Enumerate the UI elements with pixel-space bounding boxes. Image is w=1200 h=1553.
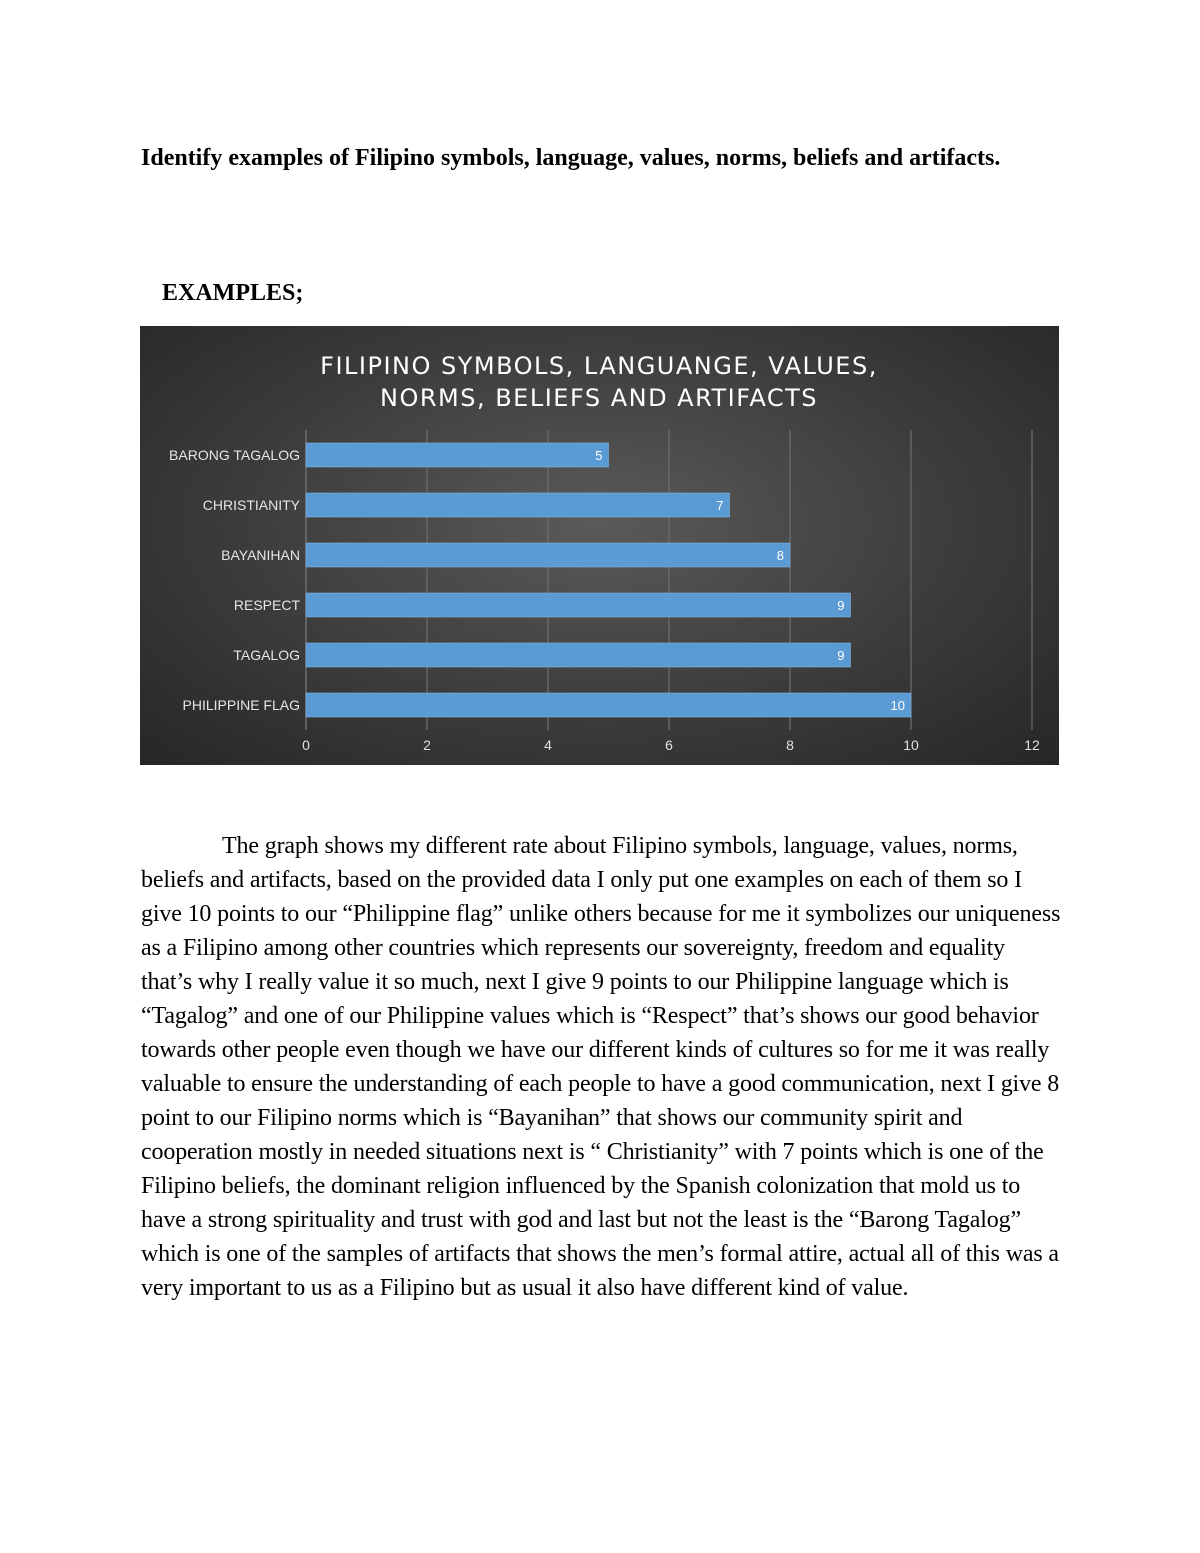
chart-x-tick-labels [302,737,1040,753]
data-label-philippine-flag: 10 [890,698,905,713]
category-label-christianity: CHRISTIANITY [202,497,300,513]
bar-tagalog [306,643,851,667]
x-tick-label-2: 2 [423,737,431,753]
bar-christianity [306,493,730,517]
x-tick-label-6: 6 [665,737,673,753]
x-tick-label-8: 8 [786,737,794,753]
chart-title [320,352,878,412]
category-label-philippine-flag: PHILIPPINE FLAG [182,697,300,713]
chart-title-line-1: FILIPINO SYMBOLS, LANGUANGE, VALUES, [320,352,878,380]
data-label-respect: 9 [837,598,845,613]
chart-gridlines [306,430,1032,730]
x-tick-label-10: 10 [903,737,919,753]
data-label-christianity: 7 [716,498,724,513]
bar-philippine-flag [306,693,911,717]
bar-barong-tagalog [306,443,609,467]
x-tick-label-0: 0 [302,737,310,753]
bar-chart [140,326,1059,765]
examples-label: EXAMPLES; [162,280,304,306]
body-paragraph: The graph shows my different rate about Filipino symbols, language, values, norms, beliefs and artifacts, based on the provided data I only put one examples on each of them so I give 10 points to our “Philippine flag” unlike others because for me it symbolizes our uniqueness as a Filipino among other countries which represents our sovereignty, freedom and equality that’s why I really value it so much, next I give 9 points to our Philippine language which is “Tagalog” and one of our Philippine values which is “Respect” that’s shows our good behavior towards other people even though we have our different kinds of cultures so for me it was really valuable to ensure the understanding of each people to have a good communication, next I give 8 point to our Filipino norms which is “Bayanihan” that shows our community spirit and cooperation mostly in needed situations next is “ Christianity” with 7 points which is one of the Filipino beliefs, the dominant religion influenced by the Spanish colonization that mold us to have a strong spirituality and trust with god and last but not the least is the “Barong Tagalog” which is one of the samples of artifacts that shows the men’s formal attire, actual all of this was a very important to us as a Filipino but as usual it also have different kind of value. [141,833,1061,1301]
chart-bars [306,443,911,717]
bar-bayanihan [306,543,790,567]
bar-respect [306,593,851,617]
x-tick-label-4: 4 [544,737,552,753]
bar-chart-svg [140,326,1059,765]
category-label-tagalog: TAGALOG [233,647,300,663]
category-label-bayanihan: BAYANIHAN [221,547,300,563]
category-label-barong-tagalog: BARONG TAGALOG [169,447,300,463]
chart-title-line-2: NORMS, BELIEFS AND ARTIFACTS [379,384,819,412]
category-label-respect: RESPECT [233,597,300,613]
data-label-tagalog: 9 [837,648,845,663]
data-label-barong-tagalog: 5 [595,448,603,463]
question-heading: Identify examples of Filipino symbols, language, values, norms, beliefs and artifacts. [141,145,1001,171]
x-tick-label-12: 12 [1024,737,1040,753]
data-label-bayanihan: 8 [776,548,784,563]
chart-category-labels [169,447,301,713]
